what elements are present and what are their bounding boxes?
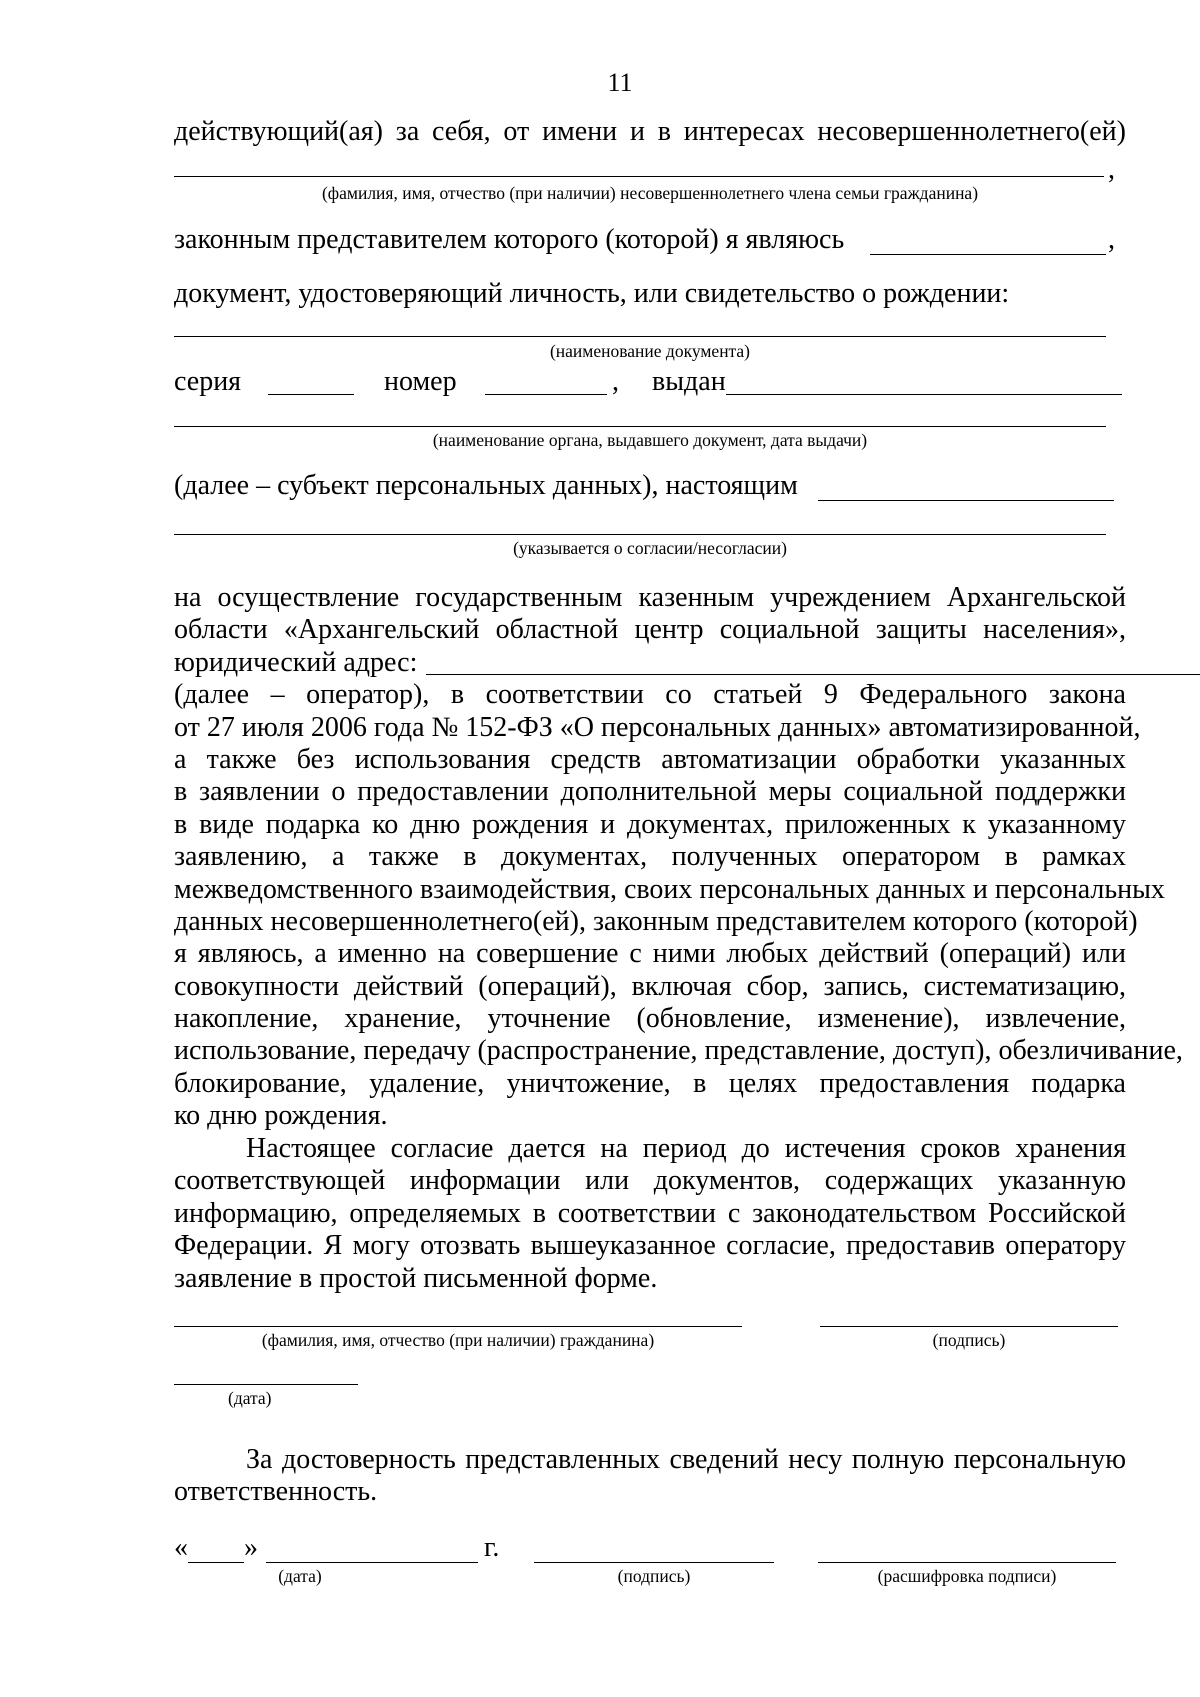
issuer-caption: (наименование органа, выдавшего документ, дата выдачи) <box>432 430 868 450</box>
number-comma: , <box>612 366 619 397</box>
number-label: номер <box>384 366 457 397</box>
date-field[interactable] <box>174 1384 358 1385</box>
paragraph-line: Федерации. Я могу отозвать вышеуказанное согласие, предоставив оператору <box>174 1230 1126 1262</box>
word: и <box>629 116 645 147</box>
citizen-name-caption: (фамилия, имя, отчество (при наличии) гражданина) <box>261 1330 655 1350</box>
responsibility-paragraph <box>174 1444 1126 1509</box>
legal-address-label: юридический адрес: <box>174 646 418 678</box>
page-number: 11 <box>607 68 633 97</box>
word: за <box>395 116 420 147</box>
period-paragraph <box>174 1133 1126 1295</box>
year-suffix: г. <box>484 1532 500 1563</box>
paragraph-line: я являюсь, а именно на совершение с ними любых действий (операций) или <box>174 938 1126 970</box>
word: действующий(ая) <box>174 116 383 147</box>
paragraph-line: ответственность. <box>174 1476 378 1508</box>
paragraph-line: в виде подарка ко дню рождения и документах, приложенных к указанному <box>174 808 1126 840</box>
signature-field[interactable] <box>820 1326 1118 1327</box>
signature-decoding-caption: (расшифровка подписи) <box>877 1566 1057 1586</box>
date-caption: (дата) <box>228 1388 272 1408</box>
paragraph-line: информацию, определяемых в соответствии с законодательством Российской <box>174 1197 1126 1229</box>
representative-field[interactable] <box>870 254 1106 255</box>
number-field[interactable] <box>485 394 607 395</box>
consent-paragraph <box>174 582 1183 1133</box>
paragraph-line: использование, передачу (распространение, представление, доступ), обезличивание, <box>174 1035 1183 1067</box>
paragraph-line: от 27 июля 2006 года № 152-ФЗ «О персональных данных» автоматизированной, <box>174 711 1141 743</box>
representative-comma: , <box>1108 224 1115 255</box>
footer-date-caption: (дата) <box>278 1566 322 1586</box>
paragraph-line: (далее – оператор), в соответствии со статьей 9 Федерального закона <box>174 679 1126 711</box>
paragraph-line: на осуществление государственным казенным учреждением Архангельской <box>174 582 1126 613</box>
minor-name-caption: (фамилия, имя, отчество (при наличии) несовершеннолетнего члена семьи гражданина) <box>321 183 979 203</box>
word: имени <box>542 116 618 147</box>
paragraph-line: а также без использования средств автоматизации обработки указанных <box>174 743 1126 775</box>
quote-close: » <box>244 1532 258 1563</box>
paragraph-line: заявлению, а также в документах, полученных оператором в рамках <box>174 841 1126 873</box>
consent-caption: (указывается о согласии/несогласии) <box>513 538 787 558</box>
word: интересах <box>683 116 805 147</box>
representative-label: законным представителем которого (которой) я являюсь <box>174 224 845 255</box>
paragraph-line: области «Архангельский областной центр социальной защиты населения», <box>174 614 1126 646</box>
word: в <box>657 116 671 147</box>
paragraph-line: ко дню рождения. <box>174 1100 388 1132</box>
subject-field[interactable] <box>818 500 1114 501</box>
paragraph-line: данных несовершеннолетнего(ей), законным представителем которого (которой) <box>174 905 1138 937</box>
series-field[interactable] <box>268 394 354 395</box>
paragraph-line: соответствующей информации или документов, содержащих указанную <box>174 1165 1126 1197</box>
document-name-field[interactable] <box>174 336 1106 337</box>
paragraph-line: заявление в простой письменной форме. <box>174 1262 658 1294</box>
word: несовершеннолетнего(ей) <box>817 116 1126 147</box>
footer-signature-field[interactable] <box>534 1562 774 1563</box>
day-field[interactable] <box>188 1562 244 1563</box>
month-field[interactable] <box>266 1562 478 1563</box>
issued-label: выдан <box>652 366 726 397</box>
citizen-name-field[interactable] <box>174 1326 742 1327</box>
paragraph-line: За достоверность представленных сведений несу полную персональную <box>246 1444 1126 1475</box>
paragraph-line: в заявлении о предоставлении дополнительной меры социальной поддержки <box>174 776 1126 808</box>
quote-open: « <box>174 1532 188 1563</box>
document-name-caption: (наименование документа) <box>549 341 751 361</box>
paragraph-line: Настоящее согласие дается на период до истечения сроков хранения <box>246 1133 1126 1164</box>
series-label: серия <box>174 366 242 397</box>
paragraph-line: блокирование, удаление, уничтожение, в целях предоставления подарка <box>174 1067 1126 1099</box>
word: себя, <box>432 116 491 147</box>
legal-address-field[interactable] <box>426 674 1200 675</box>
word: от <box>503 116 530 147</box>
issued-field[interactable] <box>726 394 1122 395</box>
signature-caption: (подпись) <box>932 1330 1006 1350</box>
minor-name-field[interactable] <box>174 176 1104 177</box>
identity-document-label: документ, удостоверяющий личность, или свидетельство о рождении: <box>174 278 1010 309</box>
paragraph-line: накопление, хранение, уточнение (обновление, изменение), извлечение, <box>174 1003 1126 1035</box>
minor-name-comma: , <box>1108 154 1115 185</box>
paragraph-line: межведомственного взаимодействия, своих персональных данных и персональных <box>174 873 1165 905</box>
paragraph-line <box>174 647 1126 679</box>
signature-decoding-field[interactable] <box>818 1562 1116 1563</box>
paragraph-line: совокупности действий (операций), включая сбор, запись, систематизацию, <box>174 970 1126 1002</box>
issuer-field[interactable] <box>174 426 1106 427</box>
consent-field[interactable] <box>174 534 1106 535</box>
footer-signature-caption: (подпись) <box>617 1566 691 1586</box>
subject-label: (далее – субъект персональных данных), настоящим <box>174 470 798 501</box>
acting-on-behalf-line <box>174 118 1126 146</box>
